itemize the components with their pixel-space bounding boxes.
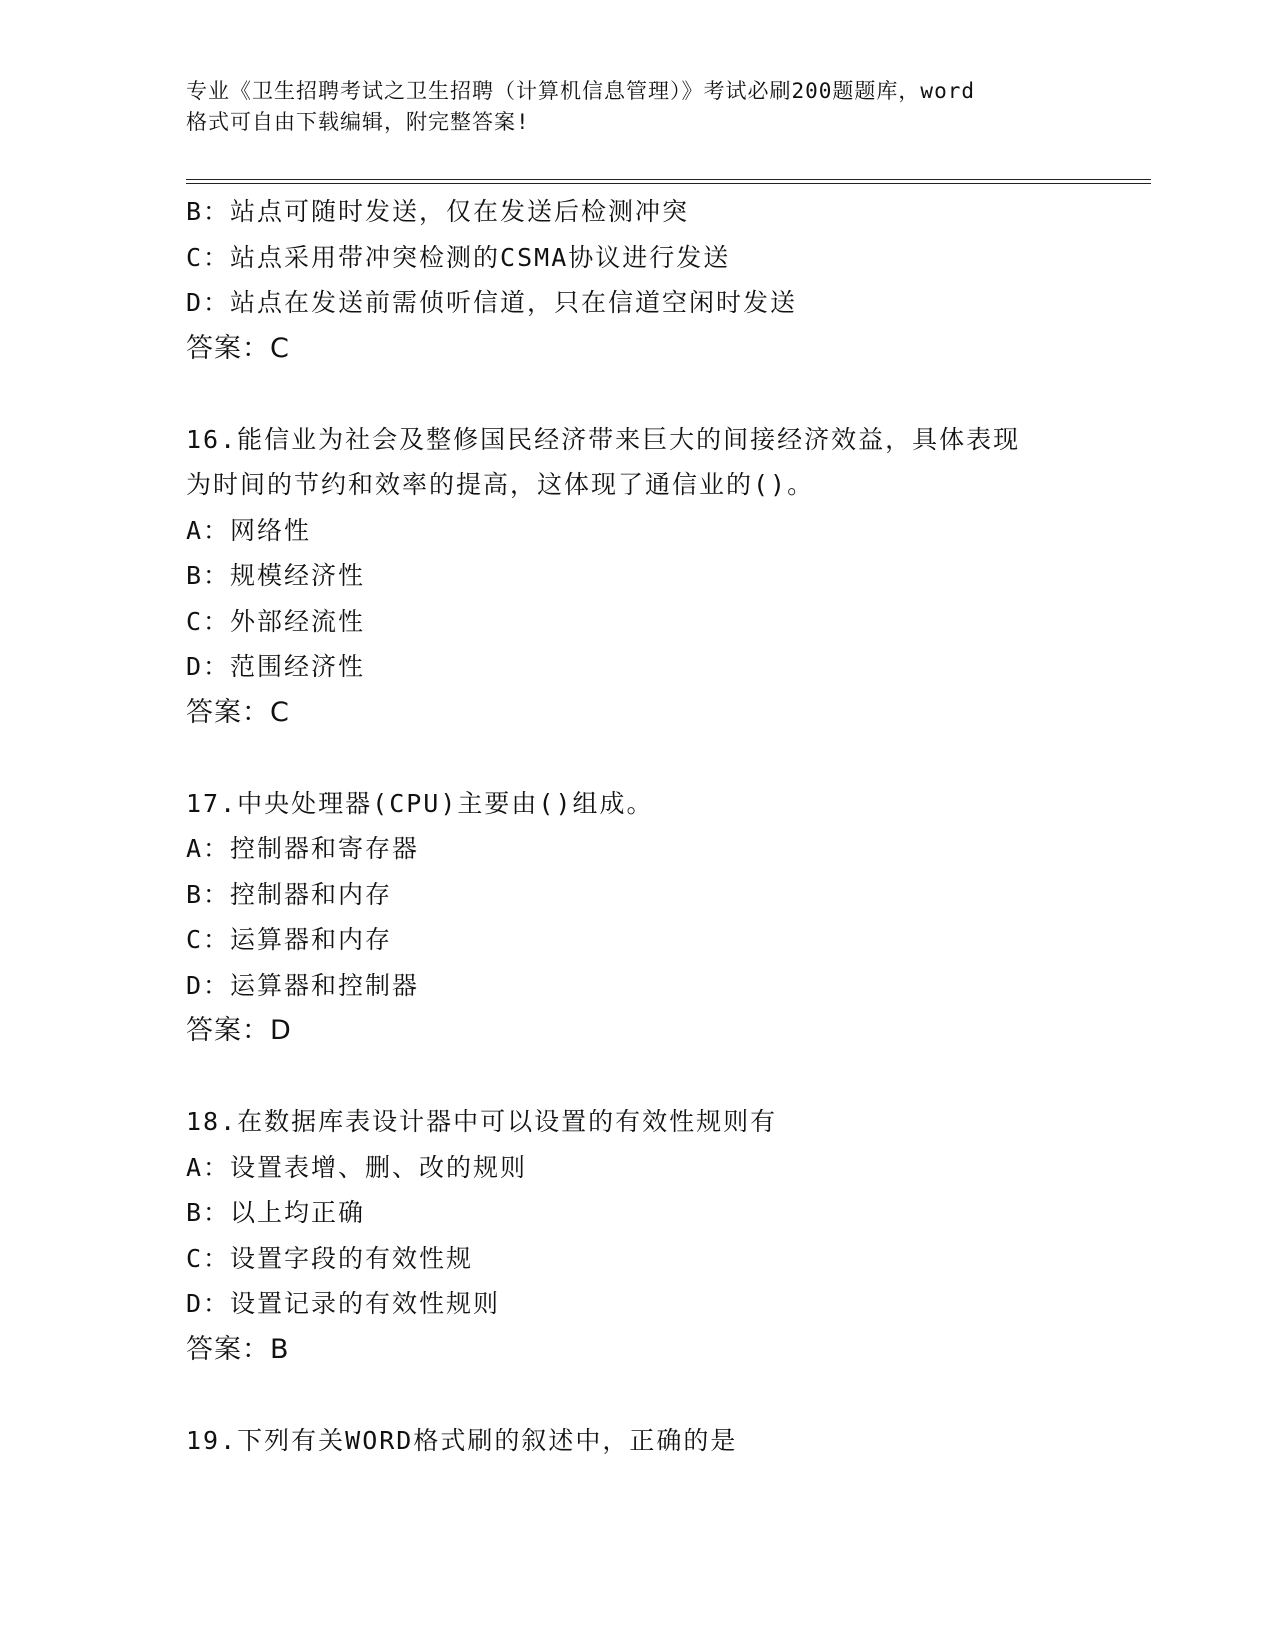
spacer bbox=[186, 1054, 1151, 1100]
option-c: C：运算器和内存 bbox=[186, 925, 393, 954]
spacer bbox=[186, 735, 1151, 781]
question-stem: 19.下列有关WORD格式刷的叙述中，正确的是 bbox=[186, 1425, 738, 1455]
header-divider-bottom bbox=[186, 183, 1151, 184]
answer: 答案：D bbox=[186, 1015, 292, 1046]
question-stem: 17.中央处理器(CPU)主要由()组成。 bbox=[186, 788, 654, 818]
option-d: D：范围经济性 bbox=[186, 652, 366, 681]
option-d: D：设置记录的有效性规则 bbox=[186, 1289, 501, 1318]
answer: 答案：C bbox=[186, 332, 290, 364]
question-15 bbox=[186, 189, 1151, 371]
option-b: B：站点可随时发送，仅在发送后检测冲突 bbox=[186, 197, 690, 226]
question-stem-line-1: 16.能信业为社会及整修国民经济带来巨大的间接经济效益，具体表现 bbox=[186, 424, 1021, 454]
spacer bbox=[186, 371, 1151, 417]
question-stem: 18.在数据库表设计器中可以设置的有效性规则有 bbox=[186, 1107, 778, 1136]
option-a: A：控制器和寄存器 bbox=[186, 834, 420, 863]
option-d: D：站点在发送前需侦听信道，只在信道空闲时发送 bbox=[186, 288, 798, 317]
option-c: C：站点采用带冲突检测的CSMA协议进行发送 bbox=[186, 242, 731, 272]
question-stem-line-2: 为时间的节约和效率的提高，这体现了通信业的()。 bbox=[186, 470, 815, 499]
option-a: A：设置表增、删、改的规则 bbox=[186, 1152, 528, 1182]
option-b: B：以上均正确 bbox=[186, 1198, 366, 1227]
question-19 bbox=[186, 1418, 1151, 1464]
question-16 bbox=[186, 417, 1151, 736]
question-list bbox=[186, 189, 1151, 1463]
option-c: C：外部经流性 bbox=[186, 606, 366, 636]
spacer bbox=[186, 1372, 1151, 1418]
option-b: B：规模经济性 bbox=[186, 561, 366, 590]
question-18 bbox=[186, 1099, 1151, 1372]
answer: 答案：B bbox=[186, 1333, 290, 1365]
document-header bbox=[186, 76, 1086, 138]
header-title-line-1: 专业《卫生招聘考试之卫生招聘（计算机信息管理）》考试必刷200题题库，word bbox=[186, 79, 975, 103]
question-17 bbox=[186, 781, 1151, 1054]
option-a: A：网络性 bbox=[186, 515, 312, 545]
option-d: D：运算器和控制器 bbox=[186, 970, 420, 1000]
answer: 答案：C bbox=[186, 696, 290, 728]
header-title-line-2: 格式可自由下载编辑，附完整答案! bbox=[186, 110, 530, 134]
option-c: C：设置字段的有效性规 bbox=[186, 1243, 474, 1273]
option-b: B：控制器和内存 bbox=[186, 879, 393, 909]
header-divider-top bbox=[186, 179, 1151, 180]
